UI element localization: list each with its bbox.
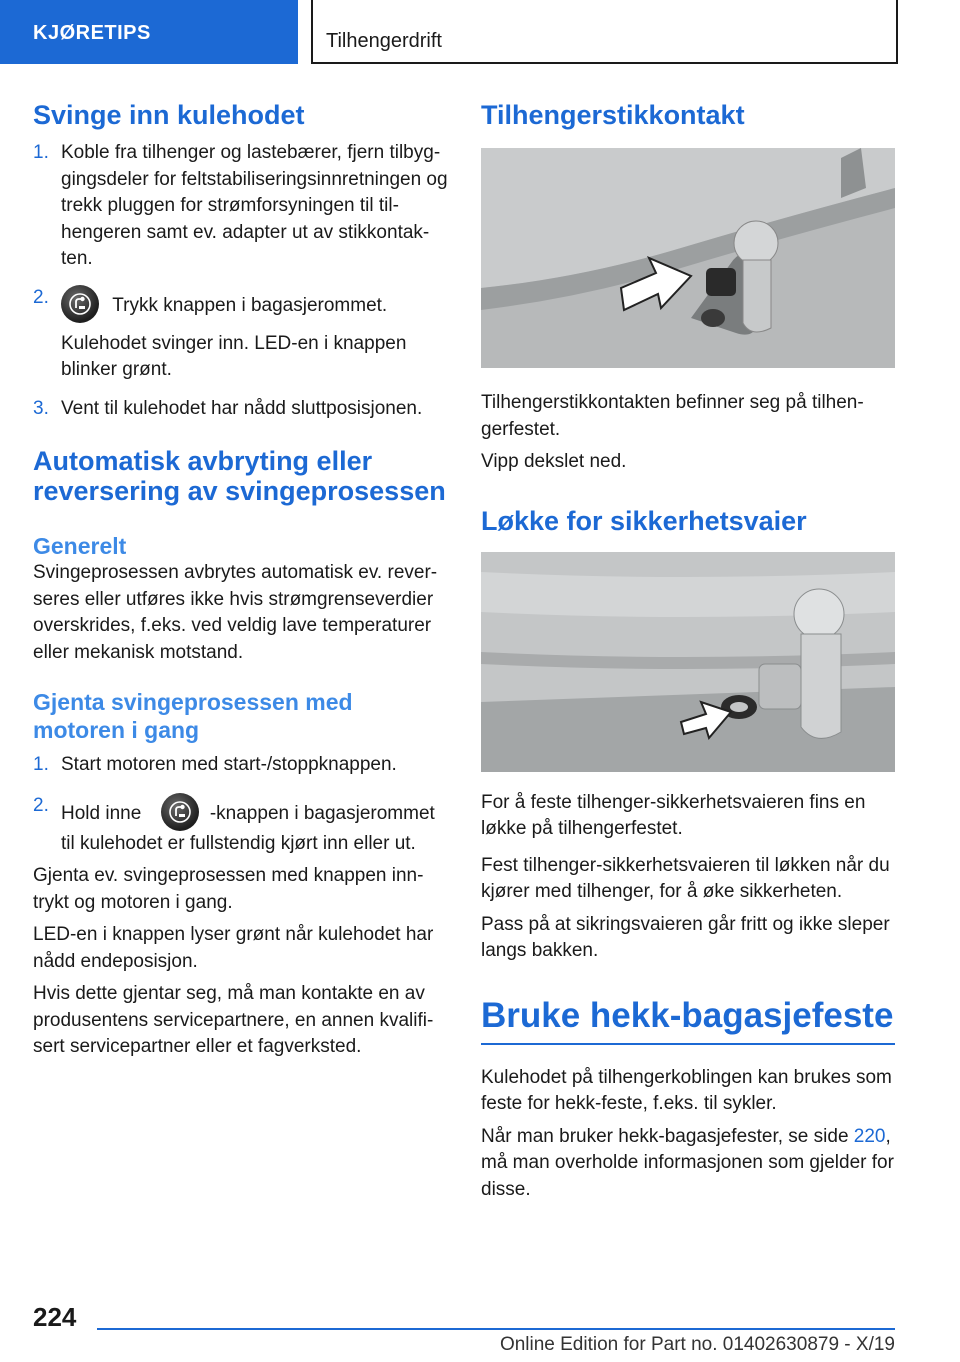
- page-reference-link[interactable]: 220: [853, 1125, 886, 1147]
- socket-paragraph-1: Tilhengerstikkontakten befinner seg på tilhengerfestet.: [481, 392, 864, 440]
- heading-auto-abort: Automatisk avbryting eller reversering av svingeprosessen: [33, 446, 446, 506]
- heading-rule: [481, 1043, 895, 1045]
- step-number: 2.: [33, 286, 49, 308]
- heading-rear-carrier: Bruke hekk-bagasjefeste: [481, 995, 894, 1035]
- list-item: [33, 752, 448, 779]
- page-number: 224: [33, 1302, 77, 1332]
- step-text-post: -knappen i bagasjerommet til kulehodet er fullstendig kjørt inn eller ut.: [61, 802, 435, 854]
- section-label: KJØRETIPS: [33, 22, 151, 44]
- step-number: 1.: [33, 754, 49, 775]
- rear-paragraph-2: [481, 1124, 895, 1204]
- heading-loop: Løkke for sikkerhetsvaier: [481, 505, 807, 536]
- rear-paragraph-2-post: , må man overholde informasjonen som gjelder for disse.: [481, 1125, 894, 1200]
- rear-paragraph-1: Kulehodet på tilhengerkoblingen kan brukes som feste for hekk-feste, f.eks. til sykler.: [481, 1066, 892, 1114]
- chapter-label: Tilhengerdrift: [326, 30, 442, 52]
- step-text: Vent til kulehodet har nådd sluttposisjonen.: [61, 397, 423, 419]
- repeat-paragraph-3: Hvis dette gjentar seg, må man kontakte en av produsentens servicepartnere, en annen kvalifisert servicepartner eller et fagverksted.: [33, 983, 434, 1057]
- step-number: 2.: [33, 794, 49, 816]
- repeat-paragraph-2: LED-en i knappen lyser grønt når kulehodet har nådd endeposisjon.: [33, 924, 434, 972]
- rear-paragraph-2-pre: Når man bruker hekk-bagasjefester, se side: [481, 1125, 854, 1147]
- step-text-with-icon: [61, 285, 448, 323]
- socket-illustration: [481, 148, 895, 368]
- socket-paragraph-2: Vipp dekslet ned.: [481, 451, 627, 472]
- repeat-paragraph-1: Gjenta ev. svingeprosessen med knappen inntrykt og motoren i gang.: [33, 865, 424, 913]
- heading-general: Generelt: [33, 533, 127, 559]
- list-item: [33, 396, 448, 423]
- step-text-with-icon: [61, 793, 448, 858]
- right-column: [481, 100, 895, 1203]
- step-text: Start motoren med start-/stoppknappen.: [61, 754, 397, 775]
- step-text: Koble fra tilhenger og lastebærer, fjern tilbyggingsdeler for feltstabiliseringsinnretningen og trekk pluggen for strømforsyningen til tilhengeren samt ev. adapter ut av stikkontakten.: [61, 142, 448, 269]
- footer-edition: Online Edition for Part no. 01402630879 - X/19: [499, 1334, 895, 1355]
- step-text-pre: Hold inne: [61, 802, 142, 824]
- trailer-hitch-button-icon: [161, 793, 199, 831]
- footer-rule: [97, 1328, 895, 1330]
- heading-swing-in: Svinge inn kulehodet: [33, 100, 305, 130]
- heading-repeat: Gjenta svingeprosessen med motoren i gang: [33, 689, 353, 743]
- step-subtext: Kulehodet svinger inn. LED-en i knappen blinker grønt.: [61, 332, 407, 380]
- loop-paragraph-3: Pass på at sikringsvaieren går fritt og ikke sleper langs bakken.: [481, 913, 890, 961]
- step-number: 1.: [33, 142, 49, 163]
- list-item: [33, 793, 448, 858]
- loop-paragraph-2: Fest tilhenger-sikkerhetsvaieren til løkken når du kjører med tilhenger, for å øke sikkerheten.: [481, 854, 890, 902]
- list-item: [33, 140, 448, 273]
- chapter-box: [311, 0, 898, 64]
- list-item: [33, 285, 448, 384]
- loop-paragraph-1: For å feste tilhenger-sikkerhetsvaieren fins en løkke på tilhengerfestet.: [481, 791, 866, 839]
- general-paragraph: Svingeprosessen avbrytes automatisk ev. reverseres eller utføres ikke hvis strømgrenseverdier overskrides, f.eks. ved veldig lave temperaturer eller mekanisk motstand.: [33, 562, 438, 663]
- left-column: [33, 100, 448, 1061]
- step-text: Trykk knappen i bagasjerommet.: [112, 294, 388, 316]
- trailer-hitch-button-icon: [61, 285, 99, 323]
- heading-socket: Tilhengerstikkontakt: [481, 100, 745, 130]
- loop-illustration: [481, 552, 895, 772]
- step-number: 3.: [33, 397, 49, 419]
- section-tab: [0, 0, 298, 64]
